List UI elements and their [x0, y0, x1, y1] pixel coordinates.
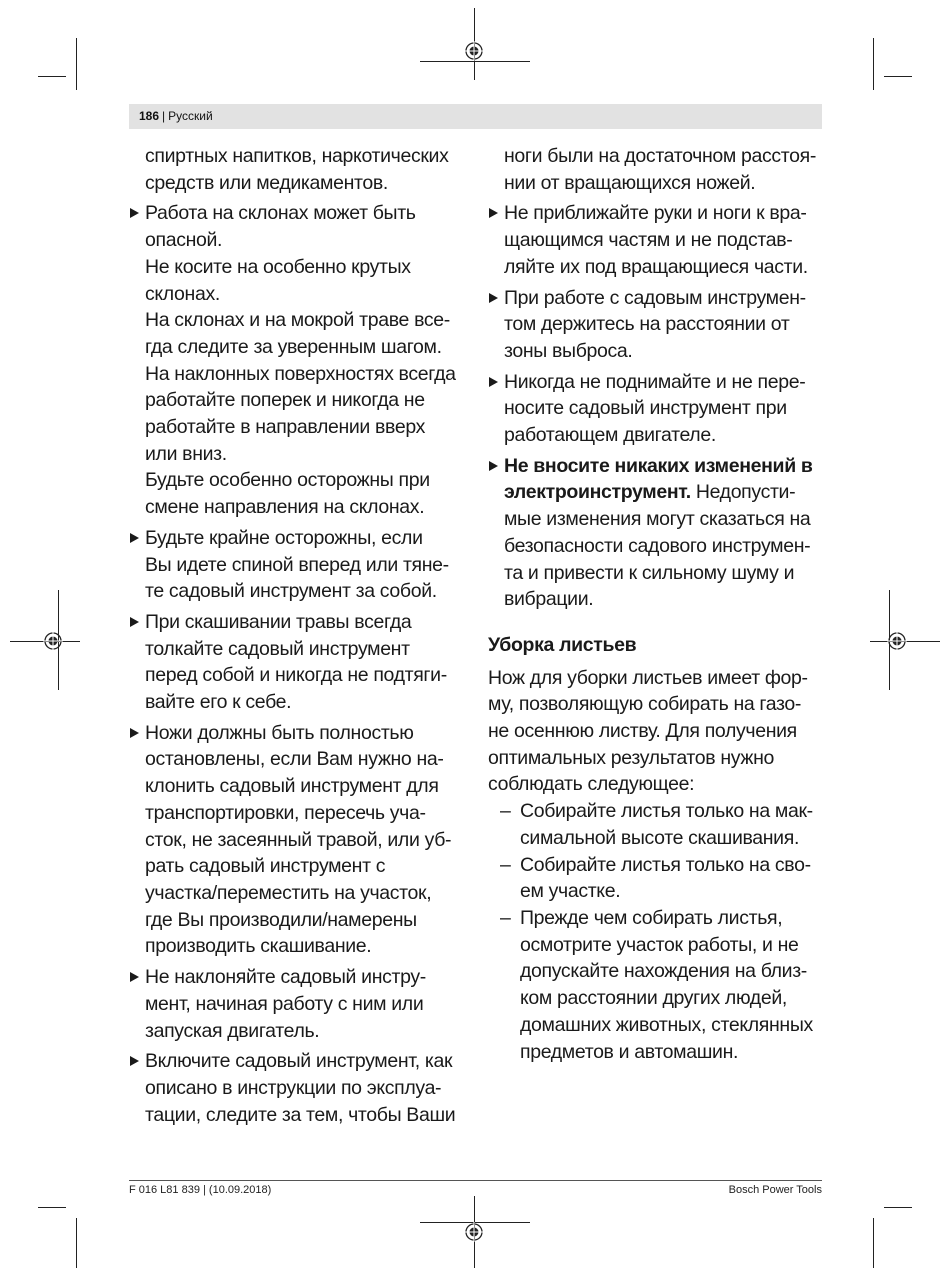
text-line: му, позволяющую собирать на газо- [488, 693, 802, 716]
text-line: ем участке. [520, 880, 621, 903]
text-line: клонить садовый инструмент для [145, 775, 439, 798]
header-separator: | [162, 109, 166, 123]
text-line: безопасности садового инструмен- [504, 534, 811, 557]
registration-mark-icon [43, 631, 63, 651]
bullet-triangle-icon [130, 533, 139, 543]
text-line: или вниз. [145, 442, 227, 465]
text-line: работайте поперек и никогда не [145, 389, 425, 412]
dash-marker: – [500, 800, 511, 823]
text-line: Не приближайте руки и ноги к вра- [504, 202, 807, 225]
text-line: Будьте особенно осторожны при [145, 469, 430, 492]
text-line: ноги были на достаточном расстоя- [504, 145, 817, 167]
text-line: Ножи должны быть полностью [145, 721, 414, 744]
text-line: мент, начиная работу с ним или [145, 992, 424, 1015]
text-line: предметов и автомашин. [520, 1040, 739, 1063]
text-line: ляйте их под вращающиеся части. [504, 255, 808, 278]
text-line: Никогда не поднимайте и не пере- [504, 370, 806, 393]
bullet-triangle-icon [130, 208, 139, 218]
text-line: производить скашивание. [145, 935, 372, 958]
safety-bullet [488, 369, 828, 449]
text-line: тации, следите за тем, чтобы Ваши [145, 1103, 456, 1126]
text-line: склонах. [145, 282, 220, 305]
footer-divider [129, 1180, 822, 1181]
text-line: допускайте нахождения на близ- [520, 960, 807, 983]
bullet-triangle-icon [489, 208, 498, 218]
page-header [129, 104, 822, 129]
bold-text-line: Не вносите никаких изменений в [504, 454, 813, 477]
safety-bullet [129, 964, 469, 1044]
right-column [488, 143, 828, 1065]
text-line: те садовый инструмент за собой. [145, 580, 437, 603]
bullet-triangle-icon [130, 1056, 139, 1066]
section-heading: Уборка листьев [488, 633, 637, 656]
safety-bullet [488, 453, 828, 613]
text-line: ком расстоянии других людей, [520, 987, 787, 1010]
safety-bullet [129, 720, 469, 960]
registration-mark-icon [464, 1222, 484, 1242]
text-line: Вы идете спиной вперед или тяне- [145, 553, 449, 576]
text-line: домашних животных, стеклянных [520, 1013, 813, 1036]
bullet-triangle-icon [489, 377, 498, 387]
page-number: 186 [139, 109, 160, 123]
text-line: толкайте садовый инструмент [145, 637, 410, 660]
safety-bullet [488, 285, 828, 365]
text-line: запуская двигатель. [145, 1019, 320, 1042]
text-line: рать садовый инструмент с [145, 855, 386, 878]
bullet-triangle-icon [489, 293, 498, 303]
footer-brand: Bosch Power Tools [728, 1184, 822, 1196]
dash-list-item [488, 798, 828, 851]
bullet-triangle-icon [130, 728, 139, 738]
text-line: остановлены, если Вам нужно на- [145, 748, 444, 771]
text-line: При скашивании травы всегда [145, 610, 412, 633]
text-line: не осеннюю листву. Для получения [488, 720, 797, 743]
header-text [139, 109, 213, 124]
text-line: мые изменения могут сказаться на [504, 508, 811, 531]
text-line: При работе с садовым инструмен- [504, 286, 806, 309]
footer-doc-ref: F 016 L81 839 | (10.09.2018) [129, 1184, 272, 1196]
registration-mark-icon [887, 631, 907, 651]
text-line: смене направления на склонах. [145, 496, 425, 519]
text-line: гда следите за уверенным шагом. [145, 335, 442, 358]
text-line: Собирайте листья только на мак- [520, 800, 813, 823]
safety-bullet [129, 200, 469, 520]
continuation-text [129, 143, 469, 196]
text-line: щающимся частям и не подстав- [504, 229, 793, 252]
text: Недопусти- [690, 481, 796, 504]
text-line: Прежде чем собирать листья, [520, 906, 783, 929]
text-line: нии от вращающихся ножей. [504, 171, 756, 194]
bullet-triangle-icon [489, 461, 498, 471]
bullet-triangle-icon [130, 617, 139, 627]
text-line: оптимальных результатов нужно [488, 746, 774, 769]
left-column [129, 143, 469, 1128]
text-line: На склонах и на мокрой траве все- [145, 309, 450, 332]
safety-bullet [129, 1048, 469, 1128]
text-line: зоны выброса. [504, 339, 633, 362]
text-line: Нож для уборки листьев имеет фор- [488, 666, 808, 689]
text-line: соблюдать следующее: [488, 773, 695, 796]
text-line: вибрации. [504, 588, 594, 611]
text-line: опасной. [145, 229, 223, 252]
text-line: Собирайте листья только на сво- [520, 853, 811, 876]
text-line: носите садовый инструмент при [504, 397, 787, 420]
text-line: симальной высоте скашивания. [520, 826, 800, 849]
text-line: Включите садовый инструмент, как [145, 1050, 453, 1073]
text-line: осмотрите участок работы, и не [520, 933, 799, 956]
text-line: Будьте крайне осторожны, если [145, 526, 423, 549]
text-line: где Вы производили/намерены [145, 908, 417, 931]
text-line: Работа на склонах может быть [145, 202, 416, 225]
continuation-text [488, 143, 828, 196]
registration-mark-icon [464, 41, 484, 61]
dash-list-item [488, 852, 828, 905]
bold-text: электроинструмент. [504, 481, 691, 504]
text-line: работающем двигателе. [504, 424, 716, 447]
dash-list-item [488, 905, 828, 1065]
header-language: Русский [168, 109, 213, 123]
text-line: вайте его к себе. [145, 691, 292, 714]
text-line: Не наклоняйте садовый инстру- [145, 966, 426, 989]
text-line: описано в инструкции по эксплуа- [145, 1076, 442, 1099]
text-line: средств или медикаментов. [145, 171, 388, 194]
text-line: том держитесь на расстоянии от [504, 313, 790, 336]
safety-bullet [129, 609, 469, 716]
dash-marker: – [500, 853, 511, 876]
text-line: На наклонных поверхностях всегда [145, 362, 456, 385]
text-line: та и привести к сильному шуму и [504, 561, 795, 584]
text-line: транспортировки, пересечь уча- [145, 801, 426, 824]
text-line: работайте в направлении вверх [145, 416, 426, 439]
safety-bullet [488, 200, 828, 280]
text-line: перед собой и никогда не подтяги- [145, 664, 447, 687]
text-line: Не косите на особенно крутых [145, 255, 411, 278]
text-line: сток, не засеянный травой, или уб- [145, 828, 452, 851]
safety-bullet [129, 525, 469, 605]
intro-paragraph [488, 665, 828, 799]
dash-marker: – [500, 906, 511, 929]
bullet-triangle-icon [130, 972, 139, 982]
text-line: спиртных напитков, наркотических [145, 145, 449, 167]
text-line: участка/переместить на участок, [145, 881, 432, 904]
